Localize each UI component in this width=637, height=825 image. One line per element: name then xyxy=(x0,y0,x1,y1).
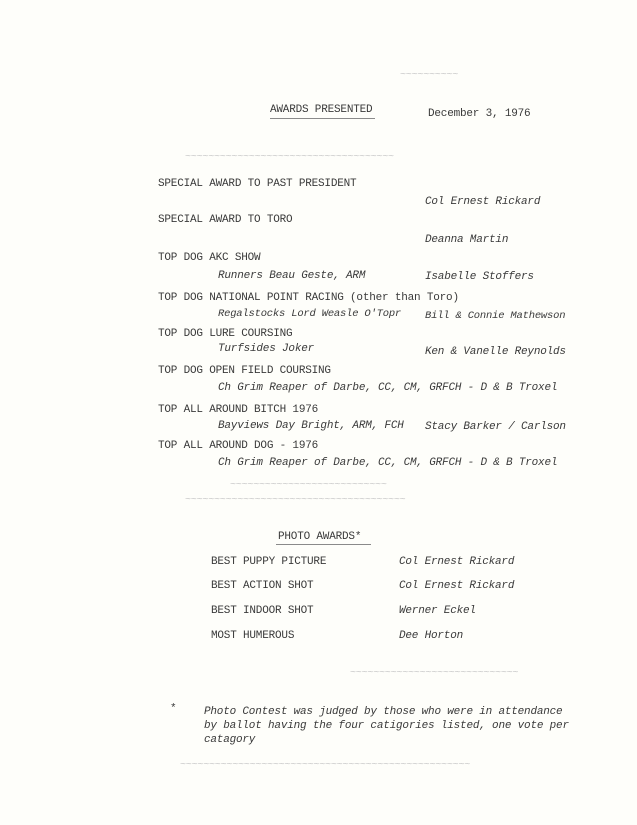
award-winner: Deanna Martin xyxy=(425,234,509,246)
award-recipient: Ch Grim Reaper of Darbe, CC, CM, GRFCH - D & B Troxel xyxy=(218,382,558,394)
award-category: SPECIAL AWARD TO TORO xyxy=(158,214,293,226)
award-category: TOP ALL AROUND DOG - 1976 xyxy=(158,440,319,452)
award-recipient: Regalstocks Lord Weasle O'Topr xyxy=(218,308,402,320)
photo-award-label: BEST ACTION SHOT xyxy=(211,580,314,592)
footnote-mark: * xyxy=(170,703,177,715)
photo-award-winner: Dee Horton xyxy=(399,630,464,642)
footnote-line: Photo Contest was judged by those who were in attendance xyxy=(204,706,563,718)
photo-award-label: MOST HUMEROUS xyxy=(211,630,295,642)
award-winner: Stacy Barker / Carlson xyxy=(425,421,566,433)
award-category: TOP DOG NATIONAL POINT RACING (other than Toro) xyxy=(158,292,459,304)
award-category: TOP DOG AKC SHOW xyxy=(158,252,261,264)
footnote-line: catagory xyxy=(204,734,256,746)
award-category: TOP ALL AROUND BITCH 1976 xyxy=(158,404,319,416)
footnote-line: by ballot having the four catigories listed, one vote per xyxy=(204,720,569,732)
bleed-through-text: ~~~~~~~~~~~~~~~~~~~~~~~~~~~~~~~~~~~~ xyxy=(185,152,394,163)
bleed-through-text: ~~~~~~~~~~~~~~~~~~~~~~~~~~~~~ xyxy=(350,668,519,679)
award-recipient: Bayviews Day Bright, ARM, FCH xyxy=(218,420,404,432)
bleed-through-text: ~~~~~~~~~~~~~~~~~~~~~~~~~~~~~~~~~~~~~~ xyxy=(185,495,406,506)
heading-underline xyxy=(276,544,371,545)
document-date: December 3, 1976 xyxy=(428,108,531,120)
title-underline xyxy=(270,118,375,119)
photo-award-winner: Col Ernest Rickard xyxy=(399,556,515,568)
photo-awards-heading: PHOTO AWARDS* xyxy=(278,531,362,543)
bleed-through-text: ~~~~~~~~~~~~~~~~~~~~~~~~~~~~~~~~~~~~~~~~~~~~~~~~~~ xyxy=(180,760,471,771)
award-category: TOP DOG LURE COURSING xyxy=(158,328,293,340)
award-recipient: Ch Grim Reaper of Darbe, CC, CM, GRFCH - D & B Troxel xyxy=(218,457,558,469)
photo-award-label: BEST INDOOR SHOT xyxy=(211,605,314,617)
award-winner: Bill & Connie Mathewson xyxy=(425,310,566,322)
photo-award-winner: Col Ernest Rickard xyxy=(399,580,515,592)
award-winner: Ken & Vanelle Reynolds xyxy=(425,346,566,358)
award-recipient: Turfsides Joker xyxy=(218,343,315,355)
award-category: SPECIAL AWARD TO PAST PRESIDENT xyxy=(158,178,357,190)
award-winner: Col Ernest Rickard xyxy=(425,196,541,208)
photo-award-label: BEST PUPPY PICTURE xyxy=(211,556,327,568)
bleed-through-text: ~~~~~~~~~~~~~~~~~~~~~~~~~~~ xyxy=(230,480,387,491)
bleed-through-text: ~~~~~~~~~~ xyxy=(400,70,459,81)
photo-award-winner: Werner Eckel xyxy=(399,605,476,617)
award-winner: Isabelle Stoffers xyxy=(425,271,534,283)
page-title: AWARDS PRESENTED xyxy=(270,104,373,116)
award-recipient: Runners Beau Geste, ARM xyxy=(218,270,366,282)
award-category: TOP DOG OPEN FIELD COURSING xyxy=(158,365,331,377)
